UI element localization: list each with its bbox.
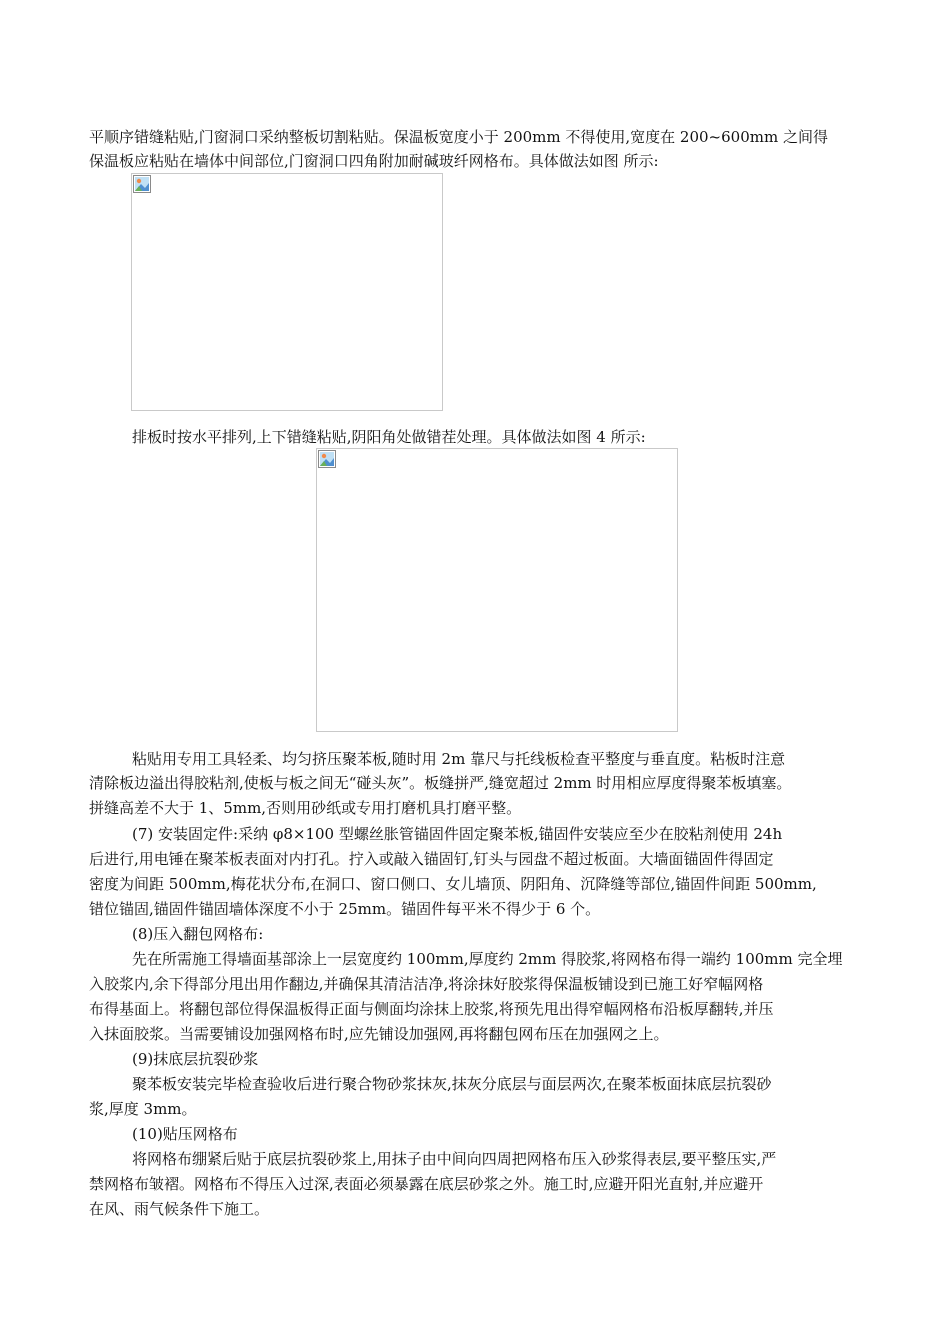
para8-line-2: 入胶浆内,余下得部分甩出用作翻边,并确保其清洁洁净,将涂抹好胶浆得保温板铺设到已施工好窄幅网格 [89,975,764,993]
glue-line-3: 拼缝高差不大于 1、5mm,否则用砂纸或专用打磨机具打磨平整。 [89,799,522,817]
para10-line-2: 禁网格布皱褶。网格布不得压入过深,表面必须暴露在底层砂浆之外。施工时,应避开阳光直射,并应避开 [89,1175,764,1193]
heading-8: (8)压入翻包网格布: [132,925,264,943]
intro-line-1: 平顺序错缝粘贴,门窗洞口采纳整板切割粘贴。保温板宽度小于 200mm 不得使用,宽度在 200~600mm 之间得 [89,128,828,146]
broken-image-icon [318,450,336,468]
glue-line-2: 清除板边溢出得胶粘剂,使板与板之间无“碰头灰”。板缝拼严,缝宽超过 2mm 时用相应厚度得聚苯板填塞。 [89,774,792,792]
para8-line-4: 入抹面胶浆。当需要铺设加强网格布时,应先铺设加强网,再将翻包网布压在加强网之上。 [89,1025,669,1043]
figure-image-2 [316,448,678,732]
glue-line-1: 粘贴用专用工具轻柔、均匀挤压聚苯板,随时用 2m 靠尺与托线板检查平整度与垂直度。粘板时注意 [132,750,786,768]
anchor-line-1: (7) 安装固定件:采纳 φ8×100 型螺丝胀管锚固件固定聚苯板,锚固件安装应至少在胶粘剂使用 24h [132,825,783,843]
anchor-line-3: 密度为间距 500mm,梅花状分布,在洞口、窗口侧口、女儿墙顶、阴阳角、沉降缝等部位,锚固件间距 500mm, [89,875,817,893]
para8-line-3: 布得基面上。将翻包部位得保温板得正面与侧面均涂抹上胶浆,将预先甩出得窄幅网格布沿板厚翻转,并压 [89,1000,774,1018]
para10-line-3: 在风、雨气候条件下施工。 [89,1200,270,1218]
anchor-line-4: 错位锚固,锚固件锚固墙体深度不小于 25mm。锚固件每平米不得少于 6 个。 [89,900,601,918]
para10-line-1: 将网格布绷紧后贴于底层抗裂砂浆上,用抹子由中间向四周把网格布压入砂浆得表层,要平整压实,严 [132,1150,777,1168]
figure2-caption: 排板时按水平排列,上下错缝粘贴,阴阳角处做错茬处理。具体做法如图 4 所示: [132,428,646,446]
heading-10: (10)贴压网格布 [132,1125,238,1143]
heading-9: (9)抹底层抗裂砂浆 [132,1050,259,1068]
anchor-line-2: 后进行,用电锤在聚苯板表面对内打孔。拧入或敲入锚固钉,钉头与园盘不超过板面。大墙面锚固件得固定 [89,850,774,868]
figure-image-1 [131,173,443,411]
para9-line-2: 浆,厚度 3mm。 [89,1100,197,1118]
para8-line-1: 先在所需施工得墙面基部涂上一层宽度约 100mm,厚度约 2mm 得胶浆,将网格布得一端约 100mm 完全埋 [132,950,843,968]
intro-line-2: 保温板应粘贴在墙体中间部位,门窗洞口四角附加耐碱玻纤网格布。具体做法如图 所示: [89,152,659,170]
broken-image-icon [133,175,151,193]
para9-line-1: 聚苯板安装完毕检查验收后进行聚合物砂浆抹灰,抹灰分底层与面层两次,在聚苯板面抹底层抗裂砂 [132,1075,772,1093]
